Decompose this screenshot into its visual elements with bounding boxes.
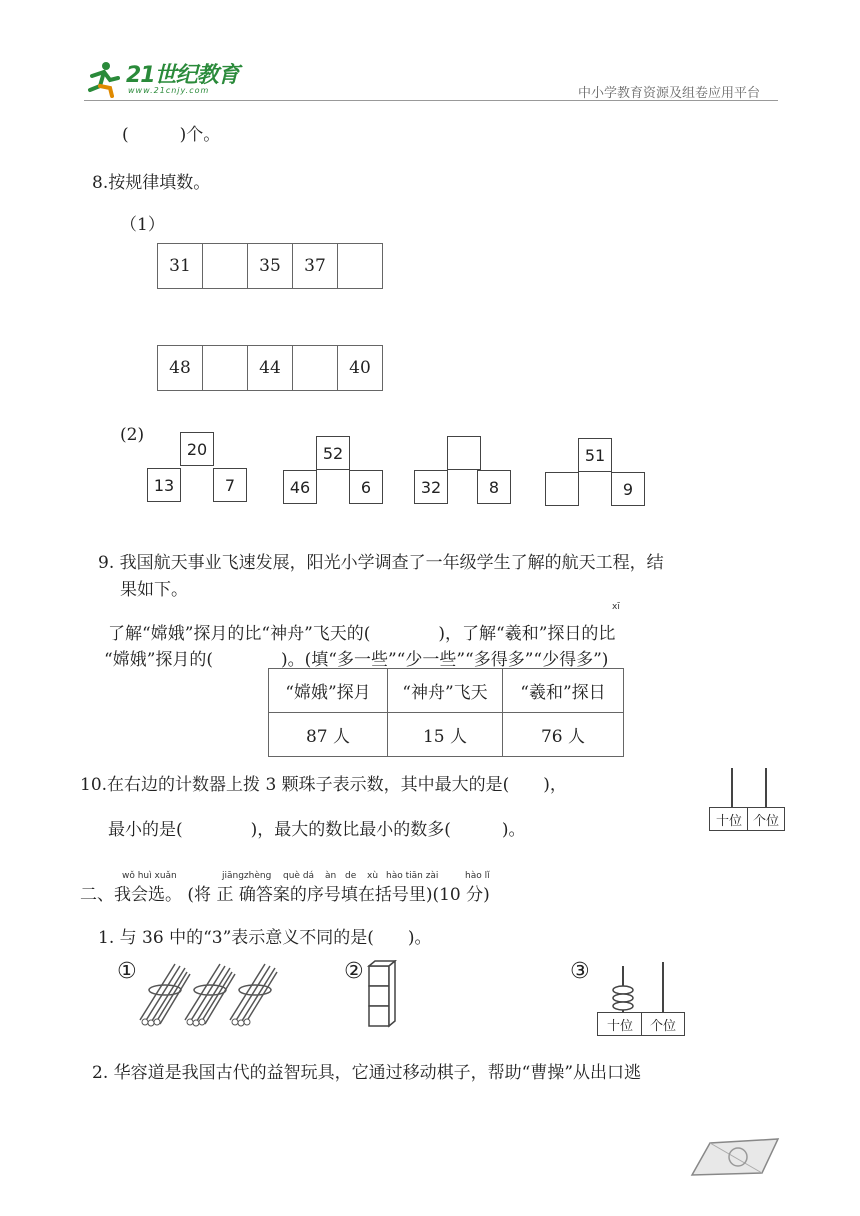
sequence-row-2: [157, 345, 383, 391]
stick-bundles-icon: [135, 960, 280, 1036]
group2-left-box: 46: [283, 470, 317, 504]
seq2-cell[interactable]: [293, 346, 338, 391]
seq1-cell: 37: [293, 244, 338, 289]
group1-right-box: 7: [213, 468, 247, 502]
pinyin: xù: [367, 871, 379, 881]
pinyin: jiāngzhèng: [222, 871, 272, 881]
survey-header: “羲和”探日: [503, 669, 624, 713]
seq1-cell: 31: [158, 244, 203, 289]
seq2-cell: 44: [248, 346, 293, 391]
section2-title: 二、我会选。 (将 正 确答案的序号填在括号里)(10 分): [80, 885, 490, 905]
logo-text: 21世纪教育: [126, 63, 239, 88]
option3-ones-rod: [662, 962, 664, 1013]
seq2-cell: 40: [338, 346, 383, 391]
pinyin: wǒ huì xuǎn: [122, 871, 177, 881]
survey-value: 87 人: [269, 713, 388, 757]
survey-table: [268, 668, 624, 757]
q9-line3: 了解“嫦娥”探月的比“神舟”飞天的( )，了解“羲和”探日的比: [108, 624, 616, 644]
pinyin-xi: xī: [612, 602, 620, 612]
option-2-marker: ②: [344, 959, 364, 984]
pinyin: hào lǐ: [465, 871, 490, 881]
logo-url: www.21cnjy.com: [128, 86, 210, 95]
q8-part1-label: （1）: [120, 215, 165, 235]
option3-tens-label: 十位: [597, 1012, 643, 1036]
abacus-ones-label: 个位: [747, 807, 785, 831]
group3-left-box: 32: [414, 470, 448, 504]
q9-line2: 果如下。: [120, 580, 188, 600]
q10-line2: 最小的是( )，最大的数比最小的数多( )。: [108, 820, 526, 840]
q10-line1: 10.在右边的计数器上拨 3 颗珠子表示数，其中最大的是( )，: [80, 775, 567, 795]
tens-rod: [731, 768, 733, 808]
ones-rod: [765, 768, 767, 808]
q7-tail: ( )个。: [122, 125, 221, 145]
seq1-cell[interactable]: [338, 244, 383, 289]
pinyin: de: [345, 871, 357, 881]
q8-title: 8.按规律填数。: [92, 173, 211, 193]
group4-right-box: 9: [611, 472, 645, 506]
cube-stack-icon: [367, 960, 397, 1032]
s2-q2: 2. 华容道是我国古代的益智玩具，它通过移动棋子，帮助“曹操”从出口逃: [92, 1063, 642, 1083]
group3-right-box: 8: [477, 470, 511, 504]
s2-q1: 1. 与 36 中的“3”表示意义不同的是( )。: [98, 928, 432, 948]
header-divider: [84, 100, 778, 101]
logo-runner-icon: [84, 58, 124, 98]
pinyin: àn: [325, 871, 337, 881]
survey-value: 76 人: [503, 713, 624, 757]
group3-top-box[interactable]: [447, 436, 481, 470]
seq2-cell: 48: [158, 346, 203, 391]
group4-left-box[interactable]: [545, 472, 579, 506]
pinyin: hào tiān zài: [386, 871, 439, 881]
group4-top-box: 51: [578, 438, 612, 472]
survey-header: “神舟”飞天: [388, 669, 503, 713]
option-1-marker: ①: [117, 959, 137, 984]
group2-top-box: 52: [316, 436, 350, 470]
abacus-tens-label: 十位: [709, 807, 749, 831]
seq2-cell[interactable]: [203, 346, 248, 391]
q9-line4: “嫦娥”探月的( )。(填“多一些”“少一些”“多得多”“少得多”): [104, 650, 609, 670]
group1-left-box: 13: [147, 468, 181, 502]
option3-ones-label: 个位: [641, 1012, 685, 1036]
seq1-cell: 35: [248, 244, 293, 289]
platform-name: 中小学教育资源及组卷应用平台: [578, 86, 761, 101]
q9-line1: 9. 我国航天事业飞速发展，阳光小学调查了一年级学生了解的航天工程，结: [98, 553, 664, 573]
seq1-cell[interactable]: [203, 244, 248, 289]
survey-header: “嫦娥”探月: [269, 669, 388, 713]
pinyin: què dá: [283, 871, 315, 881]
group2-right-box: 6: [349, 470, 383, 504]
sequence-row-1: [157, 243, 383, 289]
survey-value: 15 人: [388, 713, 503, 757]
group1-top-box: 20: [180, 432, 214, 466]
footer-book-icon: [690, 1135, 780, 1183]
q8-part2-label: (2): [120, 425, 145, 445]
option-3-marker: ③: [570, 959, 590, 984]
